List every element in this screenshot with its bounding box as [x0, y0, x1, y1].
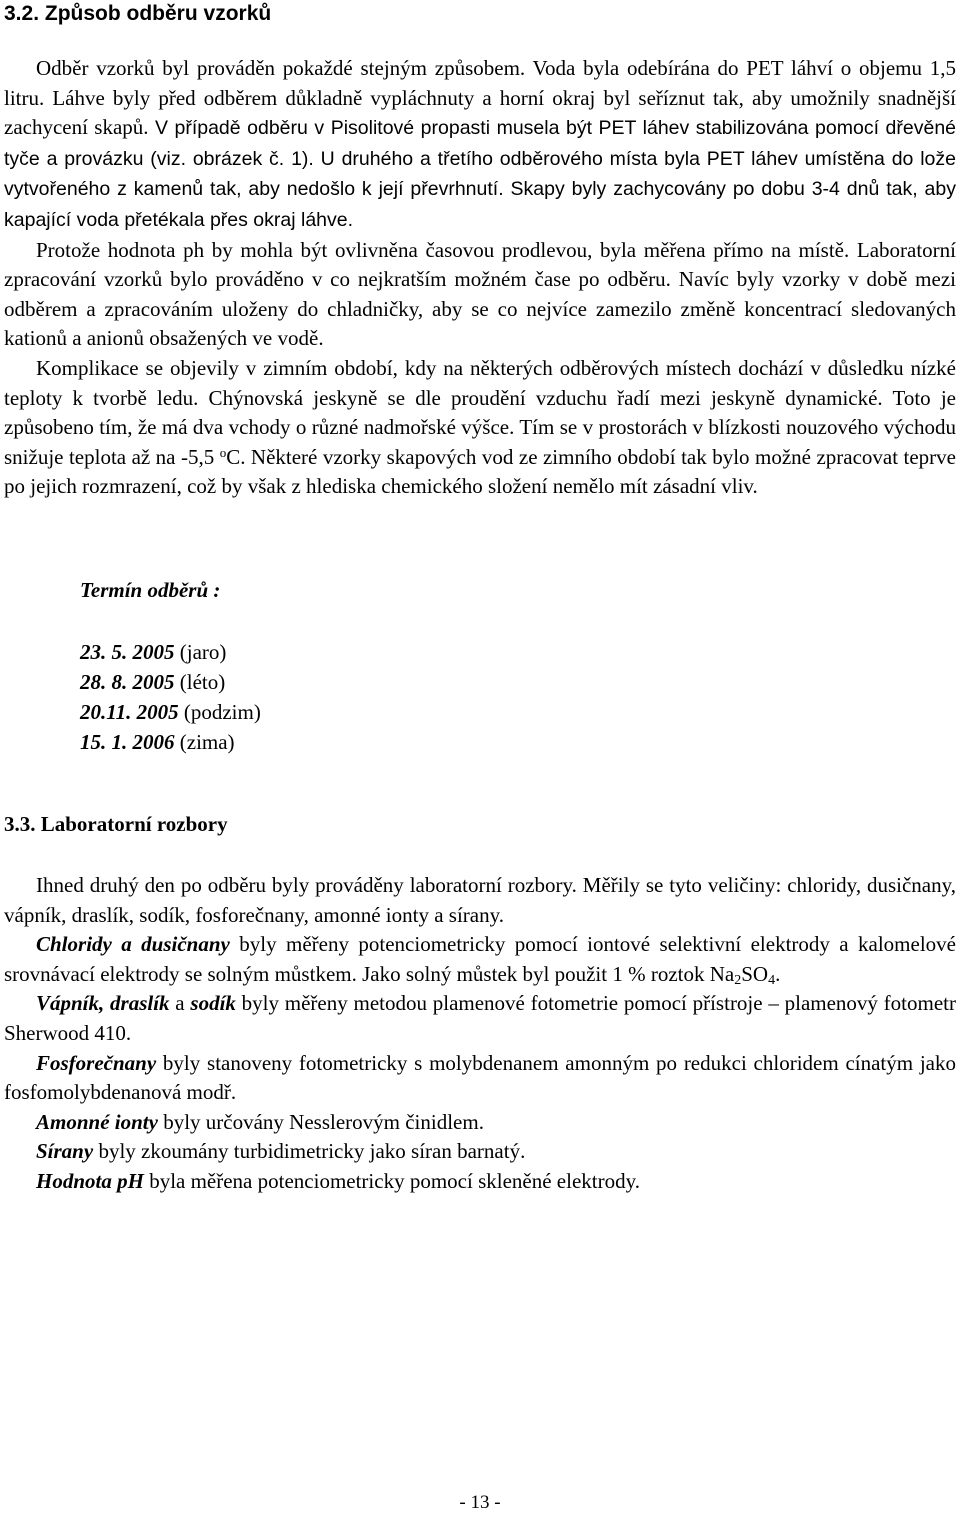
- paragraph-phosphates: [4, 1049, 956, 1108]
- term-sulfates: Sírany: [36, 1139, 94, 1164]
- paragraph-chlorides-nitrates: [4, 930, 956, 989]
- season-label: (zima): [174, 730, 235, 754]
- section-heading-3-3: 3.3. Laboratorní rozbory: [4, 812, 228, 836]
- date-value: 20.11. 2005: [80, 700, 179, 724]
- term-sodium: sodík: [190, 991, 236, 1016]
- date-value: 15. 1. 2006: [80, 730, 175, 754]
- page-number: - 13 -: [459, 1492, 501, 1513]
- date-value: 28. 8. 2005: [80, 670, 175, 694]
- lab-analysis-body: [4, 871, 956, 1197]
- paragraph-winter-complications: [4, 354, 956, 502]
- section-heading-3-2: 3.2. Způsob odběru vzorků: [4, 2, 272, 25]
- paragraph-sampling-method: [4, 54, 956, 236]
- sulfates-text: byly zkoumány turbidimetricky jako síran barnatý.: [93, 1139, 526, 1164]
- sampling-dates-list: [80, 637, 261, 757]
- term-phosphates: Fosforečnany: [36, 1050, 157, 1075]
- phosphates-text: byly stanoveny fotometricky s molybdenanem amonným po redukci chloridem cínatým jako fosfomolybdenanová modř.: [4, 1050, 956, 1105]
- season-label: (jaro): [174, 640, 227, 664]
- season-label: (léto): [174, 670, 226, 694]
- sampling-date-item: [80, 727, 261, 757]
- season-label: (podzim): [178, 700, 261, 724]
- sampling-date-item: [80, 697, 261, 727]
- paragraph-sampling-line1: Odběr vzorků byl prováděn pokaždé stejným způsobem. Voda byla odebírána do PET: [36, 56, 784, 80]
- formula-so: SO: [741, 961, 769, 986]
- sampling-date-item: [80, 637, 261, 667]
- paragraph-calcium-potassium-sodium: [4, 989, 956, 1048]
- paragraph-ph-measurement: Protože hodnota ph by mohla být ovlivněna časovou prodlevou, byla měřena přímo na místě. Laboratorní zpracování vzorků bylo prováděno v co nejkratším možném čase po odběru. Navíc byly vzorky v době mezi odběrem a zpracováním uloženy do chladničky, aby se co nejvíce zamezilo změně koncentrací sledovaných kationů a anionů obsažených ve vodě.: [4, 237, 956, 351]
- term-chlorides: Chloridy a dusičnany: [36, 932, 230, 957]
- ammonium-text: byly určovány Nesslerovým činidlem.: [157, 1109, 484, 1134]
- paragraph-ph: [4, 1167, 956, 1197]
- sampling-section-body: [4, 54, 956, 502]
- paragraph-sulfates: [4, 1137, 956, 1167]
- chlorides-text: byly měřeny potenciometricky pomocí iontové selektivní elektrody a kalomelové srovnávací elektrody se solným můstkem. Jako solný můstek byl použit 1 % roztok Na: [4, 932, 956, 986]
- sampling-dates-label: Termín odběrů :: [80, 578, 221, 602]
- degree-superscript: o: [219, 444, 227, 460]
- paragraph-sampling-rest: láhví o objemu 1,5 litru. Láhve byly před odběrem důkladně vypláchnuty a horní okraj byl seříznut tak, aby umožnily snadnější zachycení skapů.: [4, 56, 957, 140]
- sampling-date-item: [80, 667, 261, 697]
- term-ammonium: Amonné ionty: [36, 1109, 158, 1134]
- ph-text: byla měřena potenciometricky pomocí skleněné elektrody.: [143, 1168, 640, 1193]
- subscript-4: 4: [768, 972, 776, 988]
- winter-text-part2: C. Některé vzorky skapových vod ze zimního období tak bylo možné zpracovat teprve po jejich rozmrazení, což by však z hlediska chemického složení nemělo mít zásadní vliv.: [4, 444, 956, 499]
- paragraph-ammonium: [4, 1108, 956, 1138]
- date-value: 23. 5. 2005: [80, 640, 175, 664]
- paragraph-lab-intro: Ihned druhý den po odběru byly prováděny laboratorní rozbory. Měřily se tyto veličiny: chloridy, dusičnany, vápník, draslík, sodík, fosforečnany, amonné ionty a sírany.: [4, 873, 956, 927]
- subscript-2: 2: [734, 972, 742, 988]
- calcium-text: byly měřeny metodou plamenové fotometrie pomocí přístroje – plamenový fotometr Sherwood 410.: [4, 991, 956, 1045]
- conjunction: a: [169, 991, 191, 1016]
- winter-text-part1: Komplikace se objevily v zimním období, kdy na některých odběrových místech dochází v důsledku nízké teploty k tvorbě ledu. Chýnovská jeskyně se dle proudění vzduchu řadí mezi jeskyně dynamické. Toto je způsobeno tím, že má dva vchody o různé nadmořské výšce. Tím se v prostorách v blízkosti nouzového východu snižuje teplota až na -5,5: [4, 355, 956, 469]
- paragraph-sampling-sans: V případě odběru v Pisolitové propasti musela být PET láhev stabilizována pomocí dřevěné tyče a provázku (viz. obrázek č. 1). U druhého a třetího odběrového místa byla PET láhev umístěna do lože vytvořeného z kamenů tak, aby nedošlo k její převrhnutí. Skapy byly zachycovány po dobu 3-4 dnů tak, aby kapající voda přetékala přes okraj láhve.: [4, 117, 957, 231]
- term-ph: Hodnota pH: [36, 1168, 144, 1193]
- formula-period: .: [775, 961, 781, 986]
- term-calcium-potassium: Vápník, draslík: [36, 991, 170, 1016]
